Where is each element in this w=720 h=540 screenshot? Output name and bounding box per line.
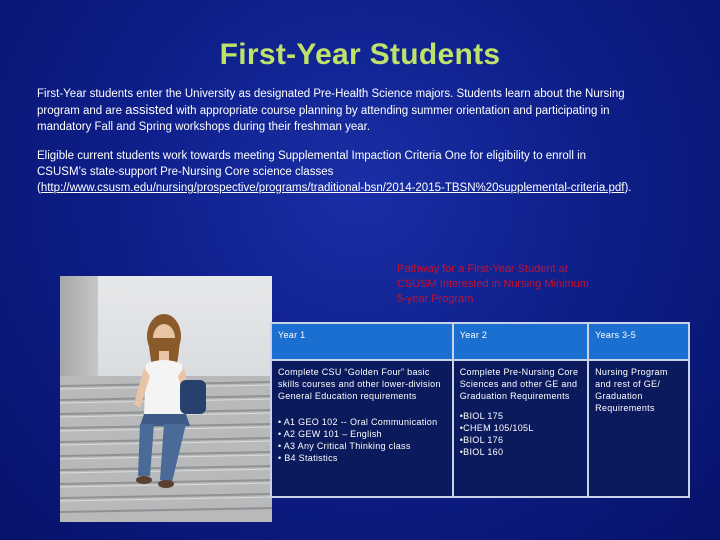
criteria-link[interactable]: http://www.csusm.edu/nursing/prospective/programs/traditional-bsn/2014-2015-TBSN%20supplemental-criteria.pdf (40, 182, 625, 194)
header-year-1: Year 1 (271, 323, 453, 360)
list-item: •BIOL 160 (459, 447, 504, 457)
year-2-course-list (460, 410, 581, 458)
year-1-cell (271, 360, 453, 497)
list-item: •BIOL 175 (459, 411, 504, 421)
list-item: • A2 GEW 101 – English (278, 429, 382, 439)
table-header-row (271, 323, 689, 360)
year-2-description: Complete Pre-Nursing Core Sciences and other GE and Graduation Requirements (459, 367, 579, 401)
year-1-course-list (278, 416, 446, 464)
pathway-caption: Pathway for a First-Year Student at CSUSM Interested in Nursing Minimum 5-year Program (397, 263, 589, 305)
table-body-row (271, 360, 689, 497)
eligibility-paragraph (37, 148, 637, 196)
year-2-cell (453, 360, 588, 497)
intro-text-a: First-Year students enter the University as designated Pre-Health Science majors. Students learn about the Nursing program and are (37, 88, 625, 117)
pathway-table (270, 322, 690, 498)
list-item: • A3 Any Critical Thinking class (278, 441, 411, 451)
list-item: • A1 GEO 102 -- Oral Communication (278, 417, 438, 427)
intro-text-c: with appropriate course planning by attending summer orientation and participating in mandatory Fall and Spring workshops during their freshman year. (37, 105, 610, 133)
slide-title: First-Year Students (219, 38, 501, 71)
header-years-3-5: Years 3-5 (588, 323, 689, 360)
eligibility-text-a: Eligible current students work towards meeting Supplemental Impaction Criteria One for eligibility to enroll in CSUSM’s state-support Pre-Nursing Core science classes ( (37, 150, 587, 194)
student-on-steps-image (60, 276, 272, 522)
eligibility-text-b: ). (624, 182, 632, 194)
list-item: •BIOL 176 (459, 435, 504, 445)
list-item: • B4 Statistics (278, 453, 338, 463)
years-3-5-cell (588, 360, 689, 497)
intro-text-assisted: assisted (125, 102, 173, 117)
header-year-2: Year 2 (453, 323, 588, 360)
years-3-5-description: Nursing Program and rest of GE/ Graduation Requirements (595, 367, 668, 413)
intro-paragraph (37, 86, 647, 135)
year-1-description: Complete CSU “Golden Four” basic skills courses and other lower-division General Education requirements (278, 367, 441, 401)
student-photo (60, 276, 272, 522)
list-item: •CHEM 105/105L (459, 423, 534, 433)
